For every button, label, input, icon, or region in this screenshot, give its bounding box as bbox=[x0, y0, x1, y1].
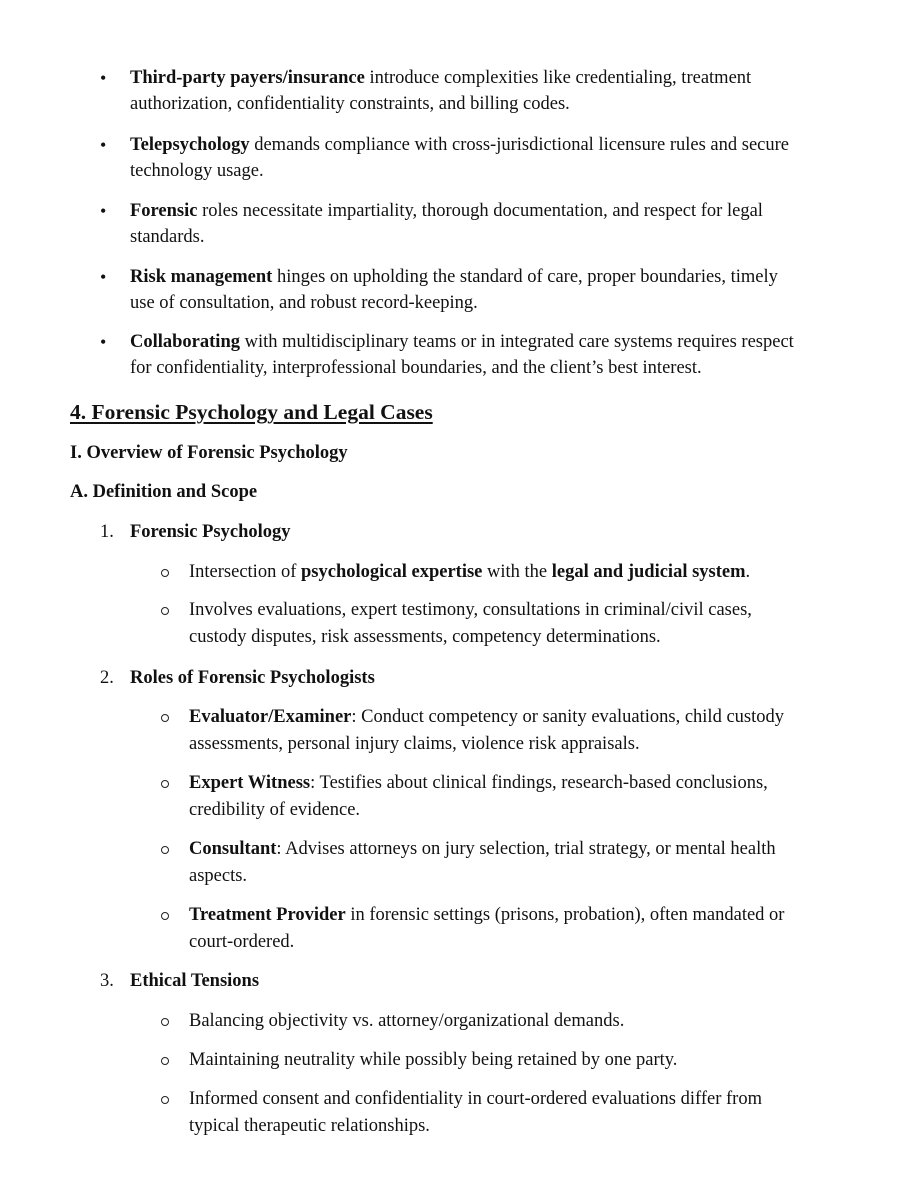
bold-term: Evaluator/Examiner bbox=[189, 707, 352, 727]
item-text: with multidisciplinary teams or in integrated care systems requires respect bbox=[239, 332, 794, 352]
bold-term: Treatment Provider bbox=[189, 905, 346, 925]
item-text: roles necessitate impartiality, thorough documentation, and respect for legal bbox=[197, 201, 763, 221]
list-item-line bbox=[130, 67, 751, 89]
item-title: Ethical Tensions bbox=[130, 971, 260, 991]
circle-bullet-icon bbox=[161, 846, 169, 854]
sub-item: Involves evaluations, expert testimony, consultations in criminal/civil cases, bbox=[189, 600, 752, 620]
circle-bullet-icon bbox=[161, 912, 169, 920]
section-title: 4. Forensic Psychology and Legal Cases bbox=[70, 400, 433, 424]
item-number: 1. bbox=[100, 522, 114, 542]
sub-item bbox=[189, 706, 784, 728]
heading-definition: A. Definition and Scope bbox=[70, 482, 258, 502]
item-title: Roles of Forensic Psychologists bbox=[130, 668, 375, 688]
item-number: 2. bbox=[100, 668, 114, 688]
bold-term: Expert Witness bbox=[189, 773, 311, 793]
item-text-cont: standards. bbox=[130, 227, 205, 247]
sub-text: in forensic settings (prisons, probation), often mandated or bbox=[345, 905, 785, 925]
item-text-cont: technology usage. bbox=[130, 161, 264, 181]
heading-overview: I. Overview of Forensic Psychology bbox=[70, 443, 348, 463]
sub-item: Balancing objectivity vs. attorney/organizational demands. bbox=[189, 1011, 625, 1031]
sub-item bbox=[189, 772, 768, 794]
bold-term: legal and judicial system bbox=[551, 562, 746, 582]
bold-term: Collaborating bbox=[130, 332, 240, 352]
bold-term: Forensic bbox=[130, 201, 198, 221]
bold-term: Risk management bbox=[130, 267, 273, 287]
item-text: demands compliance with cross-jurisdictional licensure rules and secure bbox=[249, 135, 790, 155]
sub-item-cont: assessments, personal injury claims, violence risk appraisals. bbox=[189, 734, 640, 754]
sub-item-cont: custody disputes, risk assessments, competency determinations. bbox=[189, 627, 661, 647]
sub-text: . bbox=[745, 562, 751, 582]
circle-bullet-icon bbox=[161, 607, 169, 615]
sub-item-cont: court-ordered. bbox=[189, 932, 295, 952]
bullet-icon: • bbox=[100, 135, 107, 155]
bullet-icon: • bbox=[100, 68, 107, 88]
circle-bullet-icon bbox=[161, 569, 169, 577]
item-text: hinges on upholding the standard of care, proper boundaries, timely bbox=[272, 267, 778, 287]
sub-item-cont: credibility of evidence. bbox=[189, 800, 361, 820]
item-text: introduce complexities like credentialing, treatment bbox=[364, 68, 752, 88]
item-title: Forensic Psychology bbox=[130, 522, 291, 542]
sub-item-cont: aspects. bbox=[189, 866, 248, 886]
sub-item bbox=[189, 561, 750, 583]
bullet-icon: • bbox=[100, 201, 107, 221]
sub-text: : Testifies about clinical findings, research-based conclusions, bbox=[310, 773, 768, 793]
sub-text: : Conduct competency or sanity evaluations, child custody bbox=[351, 707, 784, 727]
circle-bullet-icon bbox=[161, 1057, 169, 1065]
sub-item bbox=[189, 838, 776, 860]
sub-item bbox=[189, 904, 784, 926]
bullet-icon: • bbox=[100, 332, 107, 352]
sub-text: with the bbox=[482, 562, 552, 582]
bullet-icon: • bbox=[100, 267, 107, 287]
item-text-cont: for confidentiality, interprofessional boundaries, and the client’s best interest. bbox=[130, 358, 702, 378]
bold-term: Consultant bbox=[189, 839, 277, 859]
bold-term: Telepsychology bbox=[130, 135, 250, 155]
sub-text: Intersection of bbox=[189, 562, 301, 582]
bold-term: psychological expertise bbox=[301, 562, 483, 582]
sub-item: Maintaining neutrality while possibly being retained by one party. bbox=[189, 1050, 678, 1070]
circle-bullet-icon bbox=[161, 1096, 169, 1104]
item-text-cont: authorization, confidentiality constraints, and billing codes. bbox=[130, 94, 570, 114]
sub-item-cont: typical therapeutic relationships. bbox=[189, 1116, 430, 1136]
list-item-line bbox=[130, 266, 778, 288]
bold-term: Third-party payers/insurance bbox=[130, 68, 365, 88]
sub-item: Informed consent and confidentiality in court-ordered evaluations differ from bbox=[189, 1089, 762, 1109]
circle-bullet-icon bbox=[161, 780, 169, 788]
circle-bullet-icon bbox=[161, 714, 169, 722]
item-text-cont: use of consultation, and robust record-keeping. bbox=[130, 293, 478, 313]
list-item-line bbox=[130, 134, 789, 156]
item-number: 3. bbox=[100, 971, 114, 991]
list-item-line bbox=[130, 331, 794, 353]
circle-bullet-icon bbox=[161, 1018, 169, 1026]
list-item-line bbox=[130, 200, 763, 222]
sub-text: : Advises attorneys on jury selection, trial strategy, or mental health bbox=[276, 839, 776, 859]
